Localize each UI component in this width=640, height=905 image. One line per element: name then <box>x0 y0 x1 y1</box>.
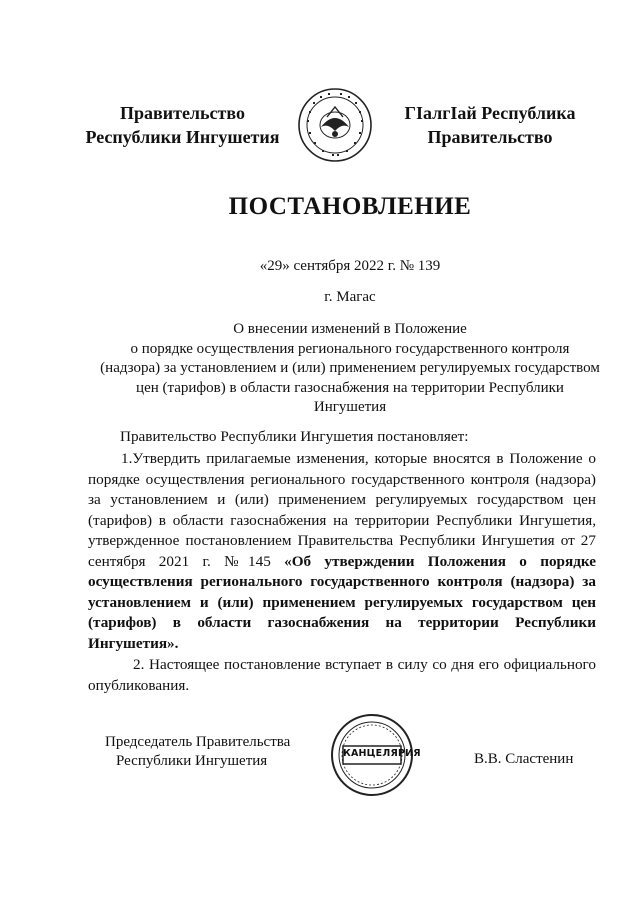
republic-emblem <box>297 87 373 163</box>
signatory-name: В.В. Сластенин <box>474 751 574 767</box>
signature-position <box>105 733 290 771</box>
subject-line: цен (тарифов) в области газоснабжения на территории Республики <box>136 379 564 396</box>
subject-line: О внесении изменений в Положение <box>233 321 467 337</box>
paragraph-1 <box>88 449 596 654</box>
signature-position-line2: Республики Ингушетия <box>116 753 268 769</box>
document-city: г. Магас <box>324 289 376 305</box>
subject-line: Ингушетия <box>313 399 387 415</box>
document-body <box>88 449 596 696</box>
paragraph-2: 2. Настоящее постановление вступает в силу со дня его официального опубликования. <box>88 656 596 694</box>
subject-line: о порядке осуществления регионального государственного контроля <box>130 340 570 357</box>
paragraph-1-bold-title: «Об утверждении Положения о порядке осуществления регионального государственного контроля (надзора) за установлением и (или) применением регулируемых государством цен (тарифов) в области газоснабжения на территории Республики Ингушетия». <box>88 552 596 652</box>
header-left <box>75 101 290 149</box>
header-right-line1: ГIалгIай Республика <box>404 103 576 123</box>
paragraph-1-text: 1.Утвердить прилагаемые изменения, которые вносятся в Положение о порядке осуществления регионального государственного контроля (надзора) за установлением и (или) применением регулируемых государством цен (тарифов) в области газоснабжения на территории Республики Ингушетия, утвержденное постановлением Правительства Республики Ингушетия от 27 сентября 2021 г. №145 <box>88 450 596 570</box>
emblem-icon <box>297 87 373 163</box>
header-right-line2: Правительство <box>427 127 553 147</box>
document-title: ПОСТАНОВЛЕНИЕ <box>228 193 472 220</box>
header-left-line2: Республики Ингушетия <box>85 127 280 147</box>
subject-line: (надзора) за установлением и (или) применением регулируемых государством <box>100 360 600 376</box>
document-preamble: Правительство Республики Ингушетия постановляет: <box>120 428 469 445</box>
signature-position-line1: Председатель Правительства <box>105 734 291 750</box>
stamp-text: КАНЦЕЛЯРИЯ <box>343 748 421 759</box>
header-left-line1: Правительство <box>120 103 245 123</box>
document-subject <box>80 320 620 418</box>
office-stamp <box>330 713 421 797</box>
header-right <box>380 101 600 149</box>
document-date-number: «29» сентября 2022 г. № 139 <box>259 258 441 274</box>
